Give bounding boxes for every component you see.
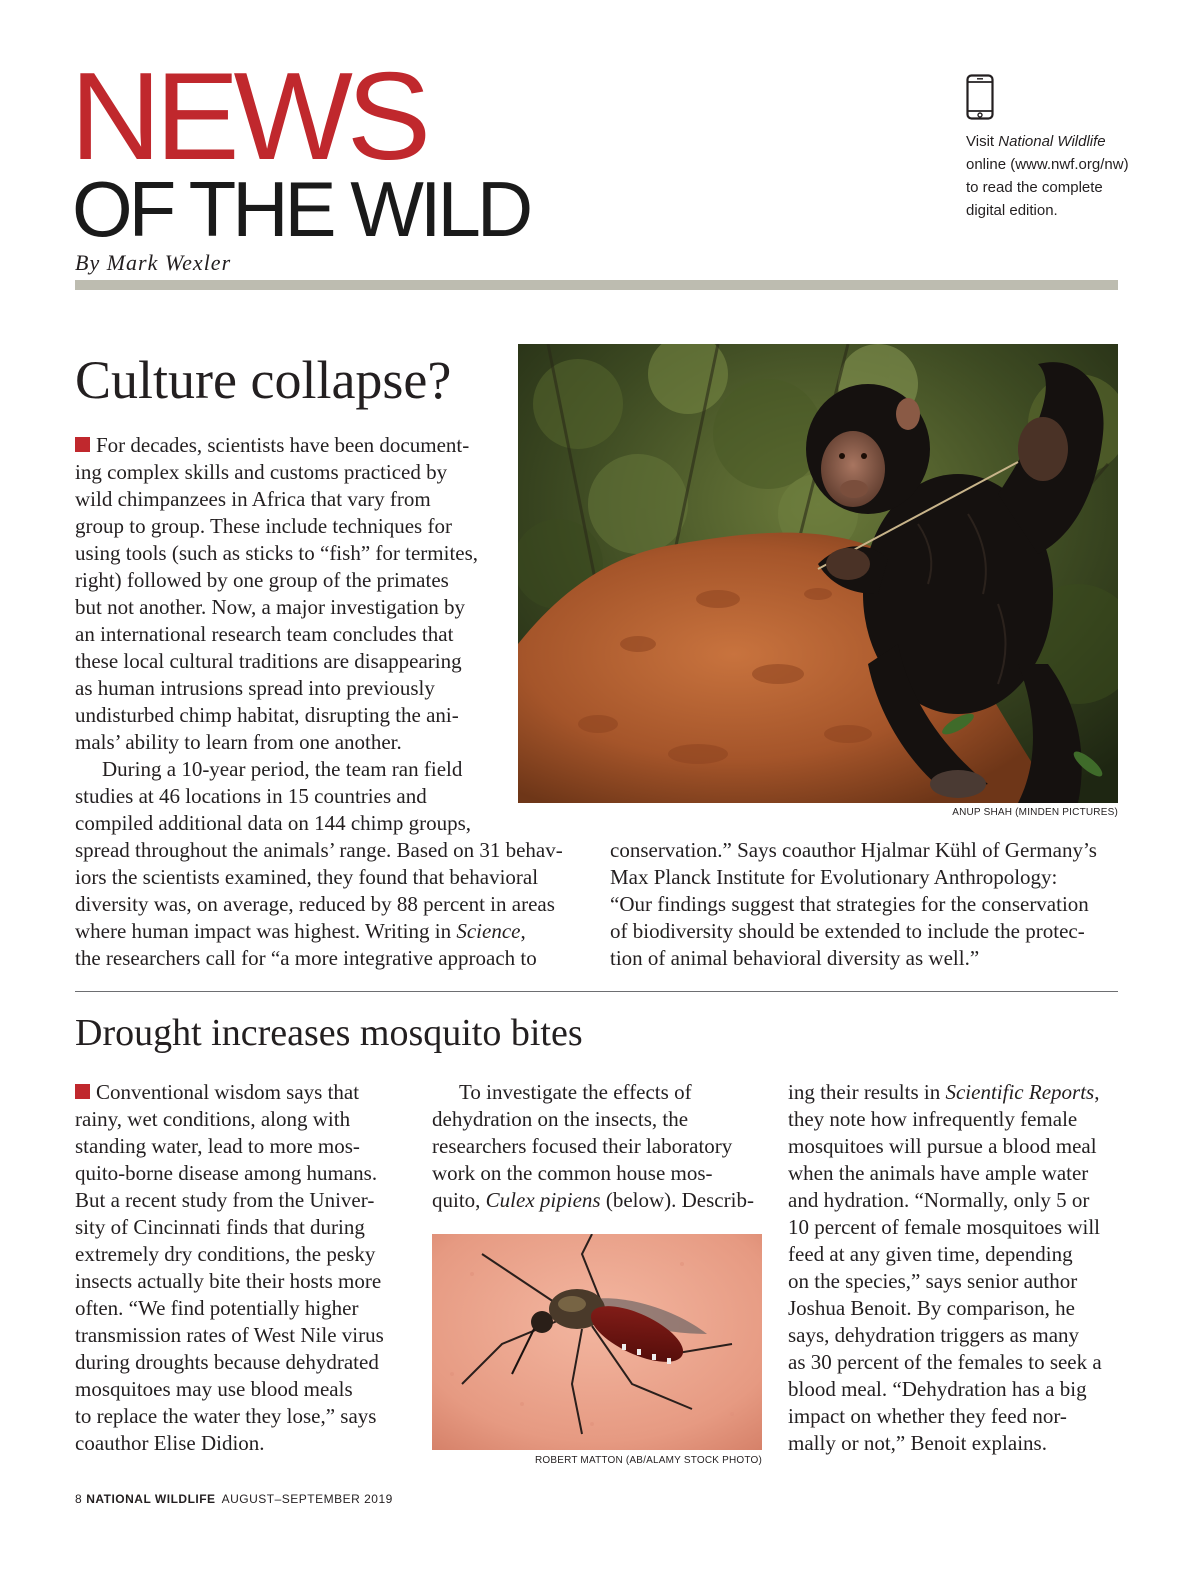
article-1-line: tion of animal behavioral diversity as well.” bbox=[610, 946, 980, 970]
red-square-bullet-icon bbox=[75, 437, 90, 452]
article-2-line: they note how infrequently female bbox=[788, 1107, 1078, 1131]
section-divider bbox=[75, 991, 1118, 992]
article-1-line: conservation.” Says coauthor Hjalmar Kühl of Germany’s bbox=[610, 838, 1097, 862]
article-2-line: mosquitoes will pursue a blood meal bbox=[788, 1134, 1097, 1158]
article-1-line: studies at 46 locations in 15 countries and bbox=[75, 784, 427, 808]
article-1-line: where human impact was highest. Writing in Science, bbox=[75, 919, 526, 943]
article-2-line: blood meal. “Dehydration has a big bbox=[788, 1377, 1087, 1401]
article-2-line: Conventional wisdom says that bbox=[75, 1079, 415, 1106]
page-number: 8 bbox=[75, 1492, 83, 1506]
article-1-line: the researchers call for “a more integrative approach to bbox=[75, 946, 537, 970]
article-1-line: right) followed by one group of the primates bbox=[75, 568, 449, 592]
article-2-line: 10 percent of female mosquitoes will bbox=[788, 1215, 1100, 1239]
section-title-news: NEWS bbox=[70, 48, 425, 186]
article-1-line: these local cultural traditions are disappearing bbox=[75, 649, 462, 673]
article-2-line: when the animals have ample water bbox=[788, 1161, 1089, 1185]
article-2-line: insects actually bite their hosts more bbox=[75, 1269, 382, 1293]
article-1-line: group to group. These include techniques for bbox=[75, 514, 452, 538]
article-2-column-2 bbox=[432, 1079, 772, 1214]
species-name-culex-pipiens: Culex pipiens bbox=[485, 1188, 601, 1212]
promo-post: online (www.nwf.org/nw) to read the complete digital edition. bbox=[966, 156, 1129, 219]
article-2-line: standing water, lead to more mos- bbox=[75, 1134, 360, 1158]
article-2-headline: Drought increases mosquito bites bbox=[75, 1012, 583, 1054]
article-2-line: transmission rates of West Nile virus bbox=[75, 1323, 384, 1347]
article-1-line: diversity was, on average, reduced by 88 percent in areas bbox=[75, 892, 555, 916]
page-footer bbox=[75, 1492, 393, 1506]
article-2-line: and hydration. “Normally, only 5 or bbox=[788, 1188, 1090, 1212]
article-2-line: Joshua Benoit. By comparison, he bbox=[788, 1296, 1075, 1320]
article-1-line: of biodiversity should be extended to include the protec- bbox=[610, 919, 1085, 943]
article-1-line: undisturbed chimp habitat, disrupting the ani- bbox=[75, 703, 459, 727]
article-2-column-1 bbox=[75, 1079, 415, 1457]
article-1-line: For decades, scientists have been document- bbox=[75, 432, 495, 459]
article-2-line: as 30 percent of the females to seek a bbox=[788, 1350, 1102, 1374]
article-2-line: To investigate the effects of bbox=[459, 1080, 692, 1104]
article-2-line: rainy, wet conditions, along with bbox=[75, 1107, 351, 1131]
digital-edition-promo bbox=[966, 130, 1136, 222]
article-2-line: coauthor Elise Didion. bbox=[75, 1431, 265, 1455]
publication-name: NATIONAL WILDLIFE bbox=[86, 1492, 216, 1506]
article-1-headline: Culture collapse? bbox=[75, 350, 452, 410]
mosquito-culex-pipiens-photo bbox=[432, 1234, 762, 1450]
article-2-line: But a recent study from the Univer- bbox=[75, 1188, 375, 1212]
journal-name-scientific-reports: Scientific Reports bbox=[945, 1080, 1095, 1104]
article-2-line: dehydration on the insects, the bbox=[432, 1107, 689, 1131]
article-1-line: mals’ ability to learn from one another. bbox=[75, 730, 402, 754]
article-1-column-2 bbox=[610, 837, 1122, 972]
article-1-line: as human intrusions spread into previously bbox=[75, 676, 435, 700]
article-1-line: spread throughout the animals’ range. Based on 31 behav- bbox=[75, 838, 563, 862]
article-1-line: “Our findings suggest that strategies for the conservation bbox=[610, 892, 1089, 916]
article-2-line: mally or not,” Benoit explains. bbox=[788, 1431, 1047, 1455]
article-2-line: researchers focused their laboratory bbox=[432, 1134, 733, 1158]
article-2-line: impact on whether they feed nor- bbox=[788, 1404, 1067, 1428]
article-1-line: Max Planck Institute for Evolutionary Anthropology: bbox=[610, 865, 1058, 889]
byline: By Mark Wexler bbox=[75, 250, 232, 275]
article-2-column-3 bbox=[788, 1079, 1128, 1457]
article-1-line: using tools (such as sticks to “fish” for termites, bbox=[75, 541, 479, 565]
article-2-line: often. “We find potentially higher bbox=[75, 1296, 359, 1320]
article-2-line: work on the common house mos- bbox=[432, 1161, 713, 1185]
article-2-line: sity of Cincinnati finds that during bbox=[75, 1215, 365, 1239]
article-1-column-1 bbox=[75, 432, 495, 837]
promo-magazine-name: National Wildlife bbox=[998, 133, 1106, 150]
article-1-line: but not another. Now, a major investigation by bbox=[75, 595, 465, 619]
promo-pre: Visit bbox=[966, 133, 999, 150]
header-rule bbox=[75, 280, 1118, 290]
article-1-line: wild chimpanzees in Africa that vary from bbox=[75, 487, 431, 511]
smartphone-icon bbox=[966, 74, 994, 120]
mosquito-photo-credit: ROBERT MATTON (AB/ALAMY STOCK PHOTO) bbox=[534, 1455, 762, 1466]
article-2-line: says, dehydration triggers as many bbox=[788, 1323, 1080, 1347]
chimpanzee-termite-fishing-photo bbox=[518, 344, 1118, 803]
article-2-line: feed at any given time, depending bbox=[788, 1242, 1073, 1266]
article-2-line: quito-borne disease among humans. bbox=[75, 1161, 378, 1185]
section-title-of-the-wild: OF THE WILD bbox=[72, 165, 530, 253]
journal-name-science: Science bbox=[456, 919, 521, 943]
red-square-bullet-icon bbox=[75, 1084, 90, 1099]
article-2-line: on the species,” says senior author bbox=[788, 1269, 1078, 1293]
article-2-line: quito, Culex pipiens (below). Describ- bbox=[432, 1188, 754, 1212]
article-1-line: During a 10-year period, the team ran field bbox=[102, 757, 463, 781]
article-1-line: iors the scientists examined, they found that behavioral bbox=[75, 865, 539, 889]
article-1-line: ing complex skills and customs practiced by bbox=[75, 460, 448, 484]
article-1-line: compiled additional data on 144 chimp groups, bbox=[75, 811, 472, 835]
issue-date: AUGUST–SEPTEMBER 2019 bbox=[221, 1492, 393, 1506]
article-2-line: during droughts because dehydrated bbox=[75, 1350, 379, 1374]
article-2-line: extremely dry conditions, the pesky bbox=[75, 1242, 376, 1266]
article-1-line: an international research team concludes that bbox=[75, 622, 454, 646]
article-2-line: to replace the water they lose,” says bbox=[75, 1404, 377, 1428]
article-2-line: mosquitoes may use blood meals bbox=[75, 1377, 353, 1401]
article-2-line: ing their results in Scientific Reports, bbox=[788, 1080, 1100, 1104]
article-1-column-1-continued bbox=[75, 837, 585, 972]
chimp-photo-credit: ANUP SHAH (MINDEN PICTURES) bbox=[952, 807, 1118, 818]
